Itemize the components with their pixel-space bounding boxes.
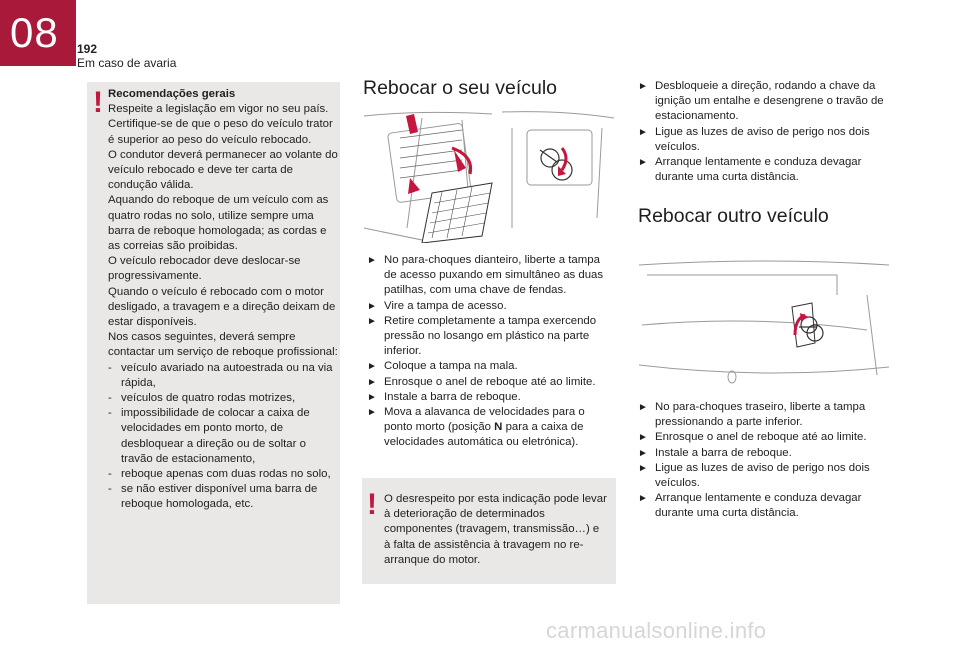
list-item: - veículos de quatro rodas motrizes, [108, 392, 296, 405]
warning-paragraph: Respeite a legislação em vigor no seu país. [108, 103, 329, 116]
arrow-icon: ► [367, 315, 377, 327]
arrow-icon: ► [638, 447, 648, 459]
page-number: 192 [77, 42, 98, 56]
list-item: ► Vire a tampa de acesso. [367, 299, 615, 314]
arrow-icon: ► [367, 361, 377, 373]
chapter-number: 08 [10, 9, 59, 56]
list-item: ► No para-choques traseiro, liberte a tampa pressionando a parte inferior. [638, 401, 866, 429]
warning-paragraph: O veículo rebocador deve deslocar-se progressivamente. [108, 255, 301, 283]
list-item: ► Instale a barra de reboque. [638, 446, 890, 461]
section-title: Em caso de avaria [77, 56, 177, 70]
rear-tow-illustration [637, 255, 891, 388]
arrow-icon: ► [638, 126, 648, 138]
arrow-icon: ► [638, 157, 648, 169]
list-item: ► Ligue as luzes de aviso de perigo nos dois veículos. [638, 461, 870, 490]
arrow-icon: ► [638, 402, 648, 413]
arrow-icon: ► [367, 407, 377, 419]
warning-icon: ! [367, 488, 377, 521]
warning-paragraph: O condutor deverá permanecer ao volante do veículo rebocado e deve ter carta de condução válida. [108, 148, 338, 192]
front-tow-illustration [362, 108, 616, 243]
arrow-icon: ► [367, 255, 377, 266]
warning-paragraph: Nos casos seguintes, deverá sempre contactar um serviço de reboque profissional: [108, 331, 338, 359]
warning-text: O desrespeito por esta indicação pode levar à deterioração de determinados componentes (travagem, transmissão…) e à falta de assistência à travagem no re-arranque do motor. [384, 493, 607, 566]
list-item: - reboque apenas com duas rodas no solo, [108, 468, 331, 481]
chapter-tab [0, 0, 76, 66]
tow-other-steps [638, 400, 890, 522]
warning-icon: ! [93, 86, 103, 119]
warning-paragraph: Aquando do reboque de um veículo com as quatro rodas no solo, utilize sempre uma barra de reboque homologada; as cordas e as correias são proibidas. [108, 194, 329, 253]
tow-own-steps [367, 253, 615, 451]
list-item: ► No para-choques dianteiro, liberte a tampa de acesso puxando em simultâneo as duas patilhas, com uma chave de fendas. [367, 254, 604, 297]
list-item: ► Arranque lentamente e conduza devagar durante uma curta distância. [638, 492, 862, 520]
list-item: ► Instale a barra de reboque. [367, 390, 615, 405]
list-item: ► Mova a alavanca de velocidades para o ponto morto (posição N para a caixa de velocidades automática ou eletrónica). [367, 406, 585, 449]
list-item: ► Desbloqueie a direção, rodando a chave da ignição um entalhe e desengrene o travão de estacionamento. [638, 80, 884, 123]
front-bumper-illustration [362, 108, 616, 243]
general-recommendations-text [108, 87, 338, 513]
tow-other-title: Rebocar outro veículo [638, 205, 829, 227]
list-item: ► Retire completamente a tampa exercendo pressão no losango em plástico na parte inferior. [367, 314, 597, 358]
arrow-icon: ► [638, 81, 648, 92]
list-item: ► Enrosque o anel de reboque até ao limite. [638, 430, 890, 445]
list-item: ► Arranque lentamente e conduza devagar durante uma curta distância. [638, 156, 862, 184]
warning-title: Recomendações gerais [108, 88, 236, 100]
warning-paragraph: Quando o veículo é rebocado com o motor desligado, a travagem e a direção deixam de estar disponíveis. [108, 285, 336, 329]
list-item: ► Enrosque o anel de reboque até ao limite. [367, 375, 615, 390]
arrow-icon: ► [638, 493, 648, 505]
arrow-icon: ► [367, 391, 377, 403]
arrow-icon: ► [367, 376, 377, 388]
list-item: - veículo avariado na autoestrada ou na via rápida, [108, 361, 333, 389]
arrow-icon: ► [367, 300, 377, 312]
list-item: - se não estiver disponível uma barra de reboque homologada, etc. [108, 483, 318, 511]
list-item: ► Ligue as luzes de aviso de perigo nos dois veículos. [638, 125, 870, 153]
arrow-icon: ► [638, 432, 648, 444]
arrow-icon: ► [638, 462, 648, 474]
rear-bumper-illustration [637, 255, 891, 388]
list-item: ► Coloque a tampa na mala. [367, 359, 615, 374]
watermark: carmanualsonline.info [546, 618, 767, 643]
tow-own-continued-steps [638, 79, 890, 185]
warning-paragraph: Certifique-se de que o peso do veículo trator é superior ao peso do veículo rebocado. [108, 118, 333, 146]
tow-own-title: Rebocar o seu veículo [363, 77, 558, 99]
list-item: - impossibilidade de colocar a caixa de velocidades em ponto morto, de desbloquear a direção ou de soltar o travão de estacionamento, [108, 407, 310, 465]
